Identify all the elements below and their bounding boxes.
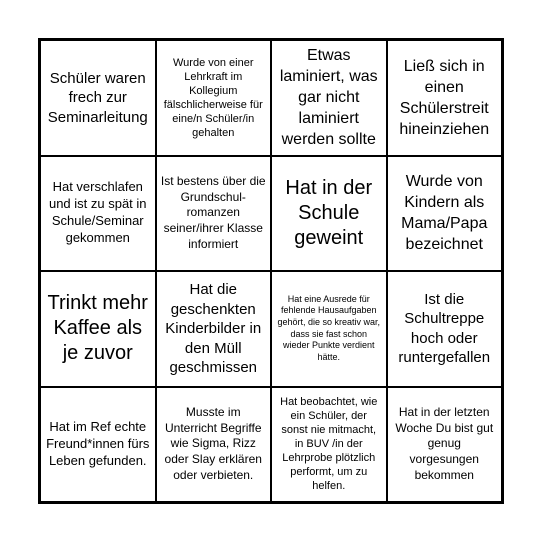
cell-text: Trinkt mehr Kaffee als je zuvor	[47, 292, 148, 365]
bingo-cell[interactable]	[387, 40, 503, 156]
cell-text: Schüler waren frech zur Seminarleitung	[47, 69, 148, 126]
cell-text: Wurde von einer Lehrkraft im Kollegium fälschlicherweise für eine/n Schüler/in gehalten	[163, 56, 263, 139]
cell-text: Wurde von Kindern als Mama/Papa bezeichnet	[401, 173, 488, 254]
bingo-cell[interactable]	[40, 40, 156, 156]
bingo-cell[interactable]	[271, 156, 387, 272]
bingo-board	[38, 38, 504, 504]
bingo-cell[interactable]	[387, 387, 503, 503]
bingo-cell[interactable]	[387, 156, 503, 272]
bingo-cell[interactable]	[156, 387, 272, 503]
cell-text: Hat verschlafen und ist zu spät in Schule/Seminar gekommen	[48, 179, 147, 246]
cell-text: Hat eine Ausrede für fehlende Hausaufgaben gehört, die so kreativ war, dass sie fast schon wieder Punkte verdient hätte.	[277, 293, 381, 363]
bingo-cell[interactable]	[156, 156, 272, 272]
bingo-cell[interactable]	[40, 387, 156, 503]
cell-text: Etwas laminiert, was gar nicht laminiert werden sollte	[279, 46, 378, 149]
bingo-cell[interactable]	[40, 156, 156, 272]
bingo-cell[interactable]	[271, 40, 387, 156]
cell-text: Ist bestens über die Grundschul-romanzen seiner/ihrer Klasse informiert	[160, 174, 266, 251]
bingo-cell[interactable]	[387, 271, 503, 387]
cell-text: Hat in der Schule geweint	[285, 176, 373, 249]
cell-text: Hat im Ref echte Freund*innen fürs Leben gefunden.	[46, 418, 150, 468]
cell-text: Hat in der letzten Woche Du bist gut genug vorgesungen bekommen	[395, 405, 494, 482]
cell-text: Musste im Unterricht Begriffe wie Sigma, Rizz oder Slay erklären oder verbieten.	[164, 405, 262, 482]
bingo-cell[interactable]	[271, 387, 387, 503]
bingo-cell[interactable]	[271, 271, 387, 387]
cell-text: Hat die geschenkten Kinderbilder in den Müll geschmissen	[165, 281, 262, 376]
bingo-cell[interactable]	[40, 271, 156, 387]
bingo-cell[interactable]	[156, 40, 272, 156]
cell-text: Ließ sich in einen Schülerstreit hineinziehen	[399, 57, 490, 138]
bingo-cell[interactable]	[156, 271, 272, 387]
cell-text: Ist die Schultreppe hoch oder runtergefallen	[398, 290, 491, 367]
cell-text: Hat beobachtet, wie ein Schüler, der sonst nie mitmacht, in BUV /in der Lehrprobe plötzlich performt, um zu helfen.	[280, 395, 378, 493]
